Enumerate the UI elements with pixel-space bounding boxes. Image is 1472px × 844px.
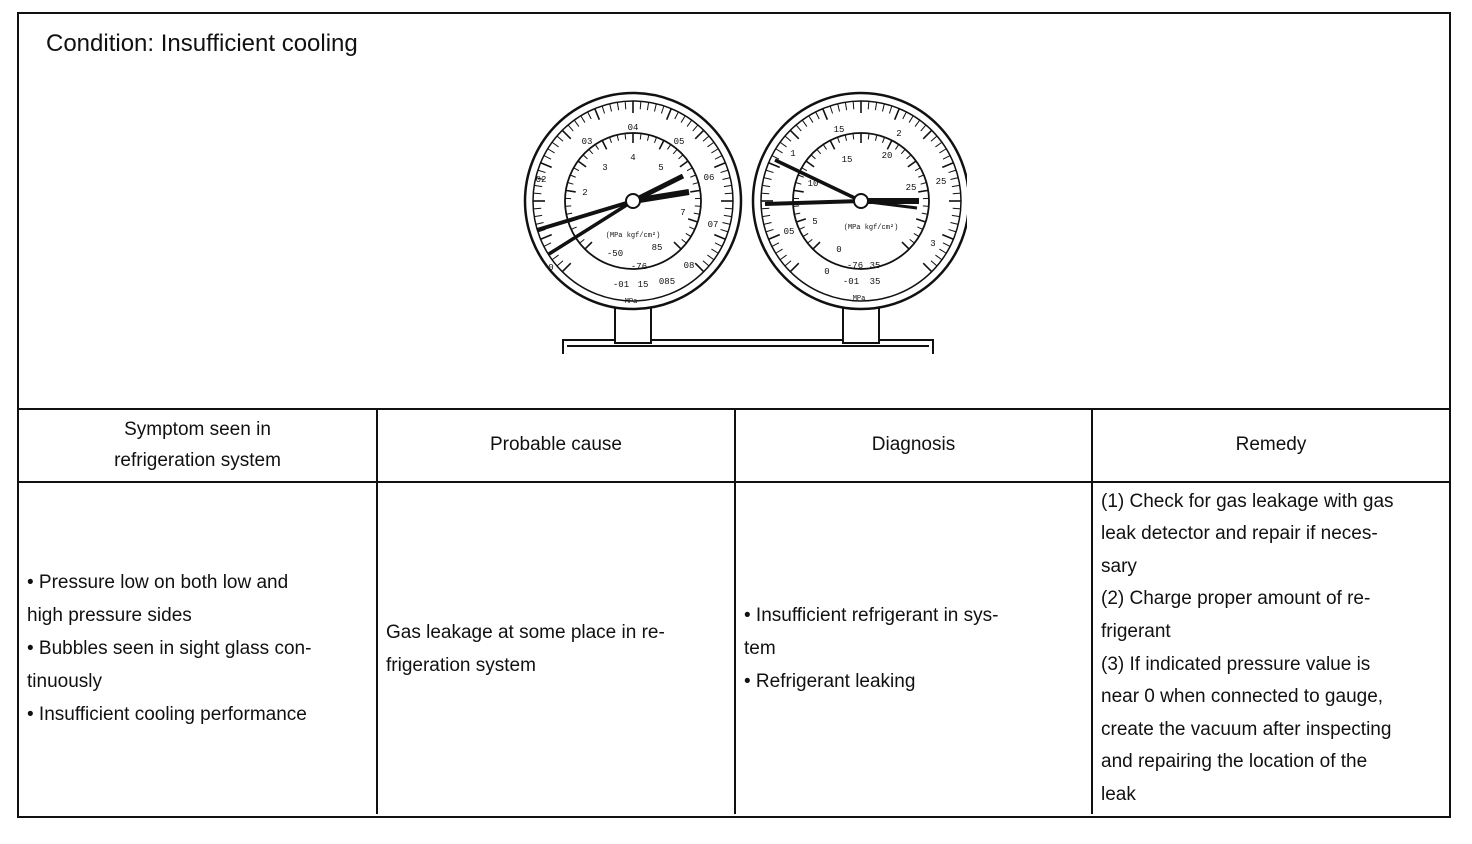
cell-diagnosis xyxy=(735,482,1092,814)
high-scale-label: 10 xyxy=(807,179,819,189)
low-gauge-unit-box: (MPa kgf/cm²) xyxy=(605,232,661,240)
low-scale-label: 15 xyxy=(637,280,649,290)
low-scale-label: 08 xyxy=(683,261,695,271)
low-scale-label: 085 xyxy=(658,277,676,287)
header-probable-cause: Probable cause xyxy=(377,408,735,482)
high-scale-label: 3 xyxy=(930,239,936,249)
troubleshooting-table xyxy=(19,408,1449,814)
gauge-tick xyxy=(761,193,769,194)
symptom-line: tinuously xyxy=(27,671,102,692)
low-scale-label: 06 xyxy=(703,173,715,183)
symptom-line: • Pressure low on both low and xyxy=(27,572,289,593)
condition-panel xyxy=(19,14,1449,410)
gauge-tick xyxy=(868,133,869,139)
remedy-line: create the vacuum after inspecting xyxy=(1101,718,1392,740)
low-scale-label: 3 xyxy=(602,163,608,173)
low-scale-label: 7 xyxy=(680,208,686,218)
high-scale-label: 35 xyxy=(869,261,881,271)
header-symptom-line: refrigeration system xyxy=(114,449,281,471)
high-scale-label: 0 xyxy=(824,267,830,277)
low-scale-label: 03 xyxy=(581,137,593,147)
cell-remedy xyxy=(1092,482,1449,814)
high-pressure-gauge xyxy=(753,93,967,309)
diagnosis-line: • Refrigerant leaking xyxy=(744,671,916,692)
gauge-tick xyxy=(725,193,733,194)
header-diagnosis: Diagnosis xyxy=(735,408,1092,482)
condition-title: Condition: Insufficient cooling xyxy=(46,30,358,57)
diagnosis-line: • Insufficient refrigerant in sys- xyxy=(744,605,999,626)
cell-symptom xyxy=(19,482,377,814)
gauge-tick xyxy=(640,133,641,139)
low-scale-label: 2 xyxy=(582,188,588,198)
high-gauge-unit-box: (MPa kgf/cm²) xyxy=(843,224,899,232)
cause-line: frigeration system xyxy=(386,654,536,676)
low-scale-label: -76 xyxy=(630,262,648,272)
gauge-tick xyxy=(953,208,961,209)
low-scale-label: 85 xyxy=(651,243,663,253)
remedy-line: frigerant xyxy=(1101,620,1171,642)
low-scale-label: 02 xyxy=(535,175,547,185)
high-scale-label: 15 xyxy=(841,155,853,165)
high-scale-label: 0 xyxy=(836,245,842,255)
gauge-tick xyxy=(533,208,541,209)
high-scale-label: 20 xyxy=(881,151,893,161)
low-gauge-hub xyxy=(626,194,640,208)
trouble-chart-frame xyxy=(17,12,1451,818)
remedy-line: (2) Charge proper amount of re- xyxy=(1101,588,1371,610)
header-symptom xyxy=(19,408,377,482)
gauge-illustration xyxy=(507,72,967,368)
gauge-tick xyxy=(725,208,733,209)
gauge-tick xyxy=(868,101,869,109)
high-scale-label: 05 xyxy=(783,227,795,237)
symptom-line: • Insufficient cooling performance xyxy=(27,704,307,725)
high-scale-label: -01 xyxy=(842,277,860,287)
high-scale-label: 5 xyxy=(812,217,818,227)
gauge-tick xyxy=(533,193,541,194)
table-header-row xyxy=(19,408,1449,482)
cell-probable-cause xyxy=(377,482,735,814)
gauge-tick xyxy=(761,208,769,209)
gauge-tick xyxy=(625,133,626,139)
high-scale-label: 2 xyxy=(896,129,902,139)
header-symptom-line: Symptom seen in xyxy=(124,418,271,440)
low-scale-label: -50 xyxy=(606,249,624,259)
gauge-tick xyxy=(640,101,641,109)
low-scale-label: 07 xyxy=(707,220,719,230)
remedy-line: near 0 when connected to gauge, xyxy=(1101,686,1384,708)
low-scale-label: 5 xyxy=(658,163,664,173)
low-scale-label: 0 xyxy=(548,263,554,273)
header-remedy: Remedy xyxy=(1092,408,1449,482)
remedy-line: leak detector and repair if neces- xyxy=(1101,523,1378,545)
low-scale-label: 04 xyxy=(627,123,639,133)
high-scale-label: 1 xyxy=(790,149,796,159)
low-unit-label: MPa xyxy=(624,298,638,306)
table-row xyxy=(19,482,1449,814)
low-pressure-gauge xyxy=(525,93,741,309)
high-unit-label: MPa xyxy=(852,295,866,303)
high-scale-label: 35 xyxy=(869,277,881,287)
gauge-tick xyxy=(625,101,626,109)
high-scale-label: 25 xyxy=(905,183,917,193)
remedy-line: and repairing the location of the xyxy=(1101,751,1368,773)
remedy-line: leak xyxy=(1101,783,1136,805)
gauge-tick xyxy=(853,101,854,109)
remedy-line: (1) Check for gas leakage with gas xyxy=(1101,490,1394,512)
high-scale-label: -76 xyxy=(846,261,864,271)
remedy-line: sary xyxy=(1101,555,1137,577)
symptom-line: high pressure sides xyxy=(27,605,192,626)
symptom-line: • Bubbles seen in sight glass con- xyxy=(27,638,312,659)
cause-line: Gas leakage at some place in re- xyxy=(386,621,665,643)
high-scale-label: 15 xyxy=(833,125,845,135)
gauge-tick xyxy=(953,193,961,194)
low-scale-label: -01 xyxy=(612,280,630,290)
diagnosis-line: tem xyxy=(744,638,776,659)
low-scale-label: 05 xyxy=(673,137,685,147)
high-scale-label: 25 xyxy=(935,177,947,187)
remedy-line: (3) If indicated pressure value is xyxy=(1101,653,1371,675)
low-scale-label: 4 xyxy=(630,153,636,163)
gauge-tick xyxy=(853,133,854,139)
high-gauge-hub xyxy=(854,194,868,208)
